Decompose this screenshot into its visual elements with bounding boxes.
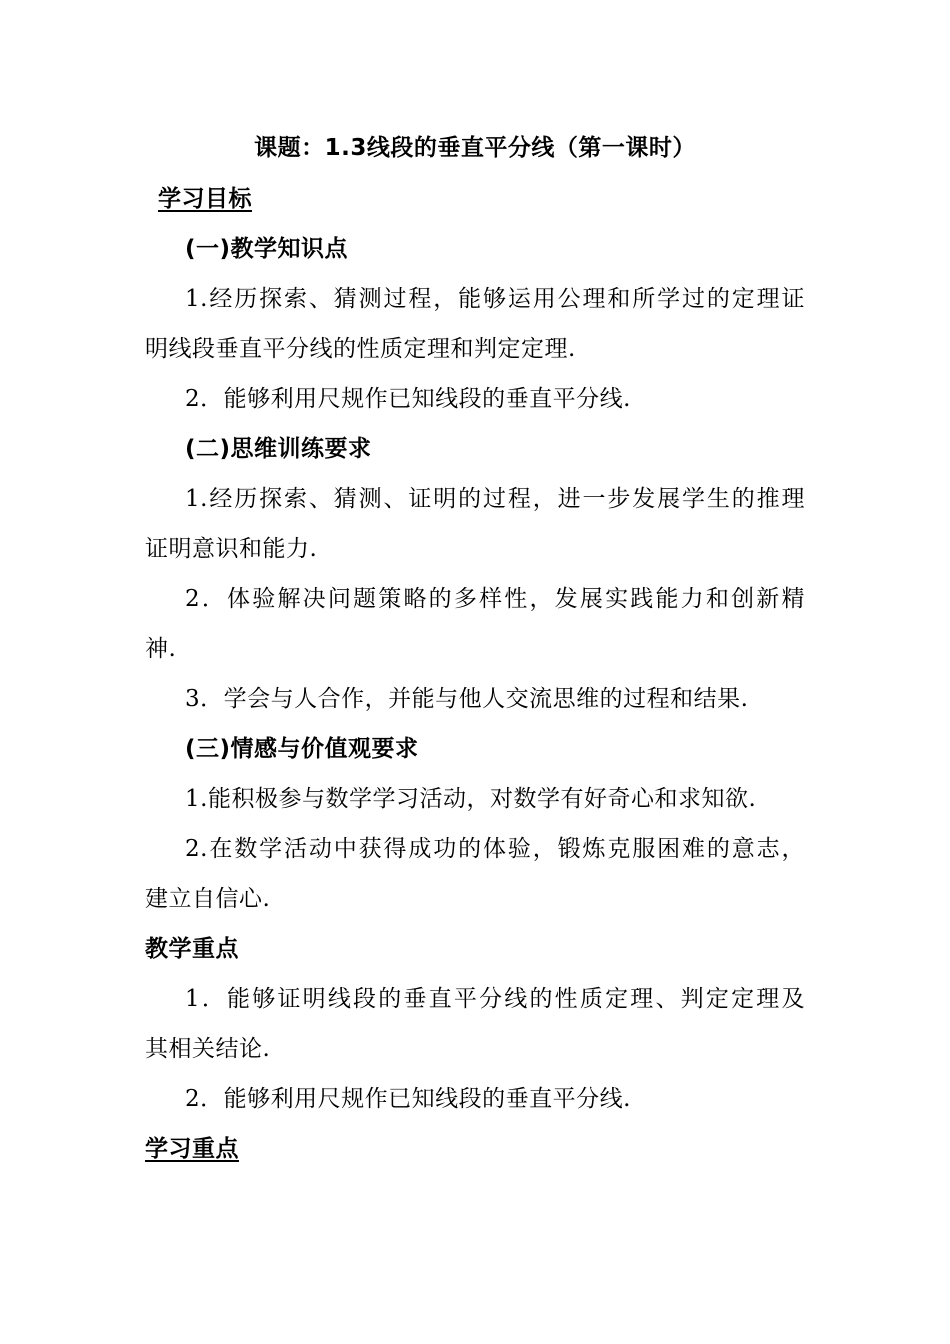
thinking-training-heading: (二)思维训练要求 (185, 436, 372, 462)
thinking-item-2-line-1: 2．体验解决问题策略的多样性，发展实践能力和创新精 (185, 586, 805, 612)
thinking-item-2-line-2: 神. (145, 636, 177, 662)
thinking-item-1-line-1: 1.经历探索、猜测、证明的过程，进一步发展学生的推理 (185, 486, 805, 512)
teaching-points-heading: (一)教学知识点 (185, 236, 349, 262)
page-title: 课题：1.3线段的垂直平分线（第一课时） (254, 135, 696, 161)
thinking-item-1-line-2: 证明意识和能力. (145, 536, 318, 562)
emotion-item-2-line-2: 建立自信心. (145, 886, 271, 912)
learning-goals-heading: 学习目标 (158, 186, 252, 212)
teaching-focus-heading: 教学重点 (145, 936, 239, 962)
teaching-point-2: 2．能够利用尺规作已知线段的垂直平分线. (185, 386, 631, 412)
teaching-focus-item-1-line-2: 其相关结论. (145, 1036, 271, 1062)
teaching-point-1-line-1: 1.经历探索、猜测过程，能够运用公理和所学过的定理证 (185, 286, 805, 312)
thinking-item-3: 3．学会与人合作，并能与他人交流思维的过程和结果. (185, 686, 749, 712)
teaching-focus-item-1-line-1: 1．能够证明线段的垂直平分线的性质定理、判定定理及 (185, 986, 805, 1012)
emotion-item-2-line-1: 2.在数学活动中获得成功的体验，锻炼克服困难的意志， (185, 836, 805, 862)
teaching-focus-item-2: 2．能够利用尺规作已知线段的垂直平分线. (185, 1086, 631, 1112)
teaching-point-1-line-2: 明线段垂直平分线的性质定理和判定定理. (145, 336, 576, 362)
emotion-item-1: 1.能积极参与数学学习活动，对数学有好奇心和求知欲. (185, 786, 757, 812)
emotion-values-heading: (三)情感与价值观要求 (185, 736, 419, 762)
learning-focus-heading: 学习重点 (145, 1136, 239, 1162)
